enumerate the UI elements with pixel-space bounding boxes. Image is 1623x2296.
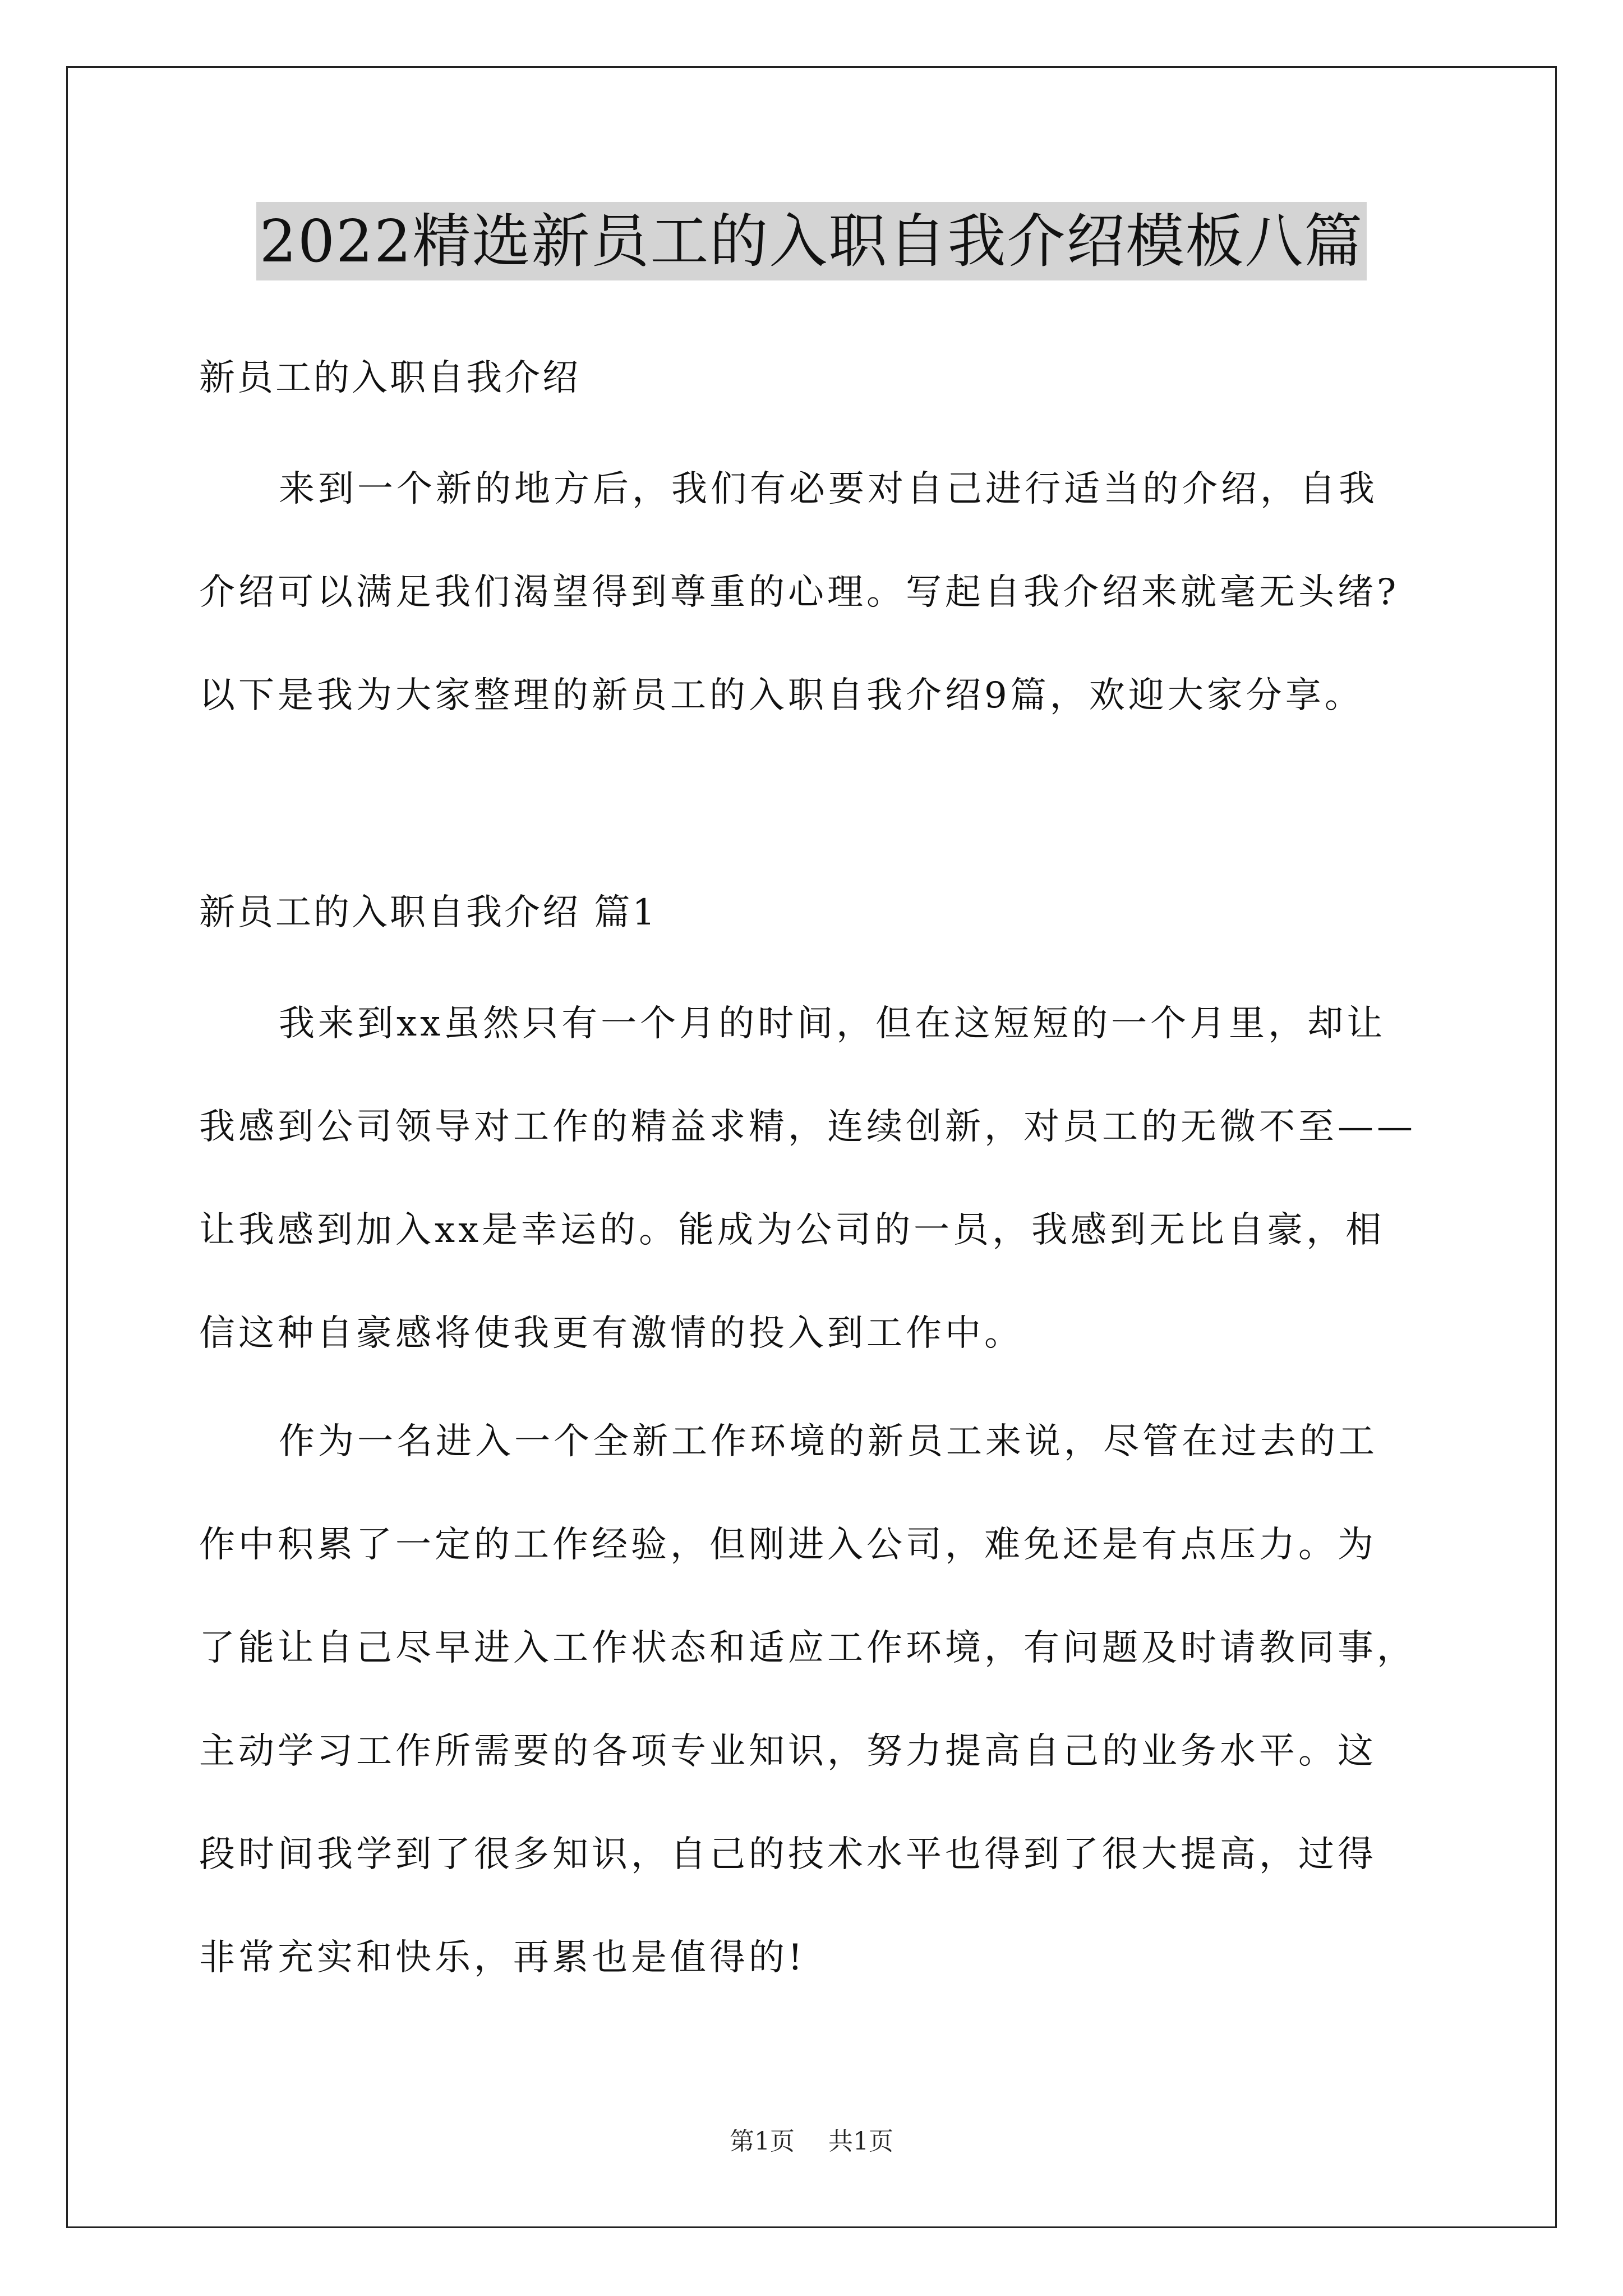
para2-line-6: 非常充实和快乐，再累也是值得的! [199,1937,806,1978]
section-heading-1: 新员工的入职自我介绍 篇1 [199,892,658,933]
page-number-current: 第1页 [730,2127,795,2156]
intro-line-2: 介绍可以满足我们渴望得到尊重的心理。写起自我介绍来就毫无头绪? [199,572,1400,613]
para2-line-1: 作为一名进入一个全新工作环境的新员工来说，尽管在过去的工 [279,1421,1378,1462]
para2-line-2: 作中积累了一定的工作经验，但刚进入公司，难免还是有点压力。为 [199,1524,1377,1566]
para1-line-3: 让我感到加入xx是幸运的。能成为公司的一员，我感到无比自豪，相 [199,1209,1385,1251]
title-container [0,202,1623,280]
para2-line-5: 段时间我学到了很多知识，自己的技术水平也得到了很大提高，过得 [199,1834,1377,1875]
para1-line-2: 我感到公司领导对工作的精益求精，连续创新，对员工的无微不至—— [199,1106,1416,1148]
para1-line-1: 我来到xx虽然只有一个月的时间，但在这短短的一个月里，却让 [279,1003,1386,1045]
page-footer [0,2126,1623,2157]
section-heading-intro: 新员工的入职自我介绍 [199,357,580,399]
para1-line-4: 信这种自豪感将使我更有激情的投入到工作中。 [199,1313,1023,1354]
para2-line-4: 主动学习工作所需要的各项专业知识，努力提高自己的业务水平。这 [199,1731,1377,1772]
intro-line-1: 来到一个新的地方后，我们有必要对自己进行适当的介绍，自我 [279,468,1378,510]
para2-line-3: 了能让自己尽早进入工作状态和适应工作环境，有问题及时请教同事， [199,1627,1416,1669]
document-title: 2022精选新员工的入职自我介绍模板八篇 [256,202,1367,280]
page-number-total: 共1页 [828,2127,893,2156]
intro-line-3: 以下是我为大家整理的新员工的入职自我介绍9篇，欢迎大家分享。 [199,675,1364,716]
